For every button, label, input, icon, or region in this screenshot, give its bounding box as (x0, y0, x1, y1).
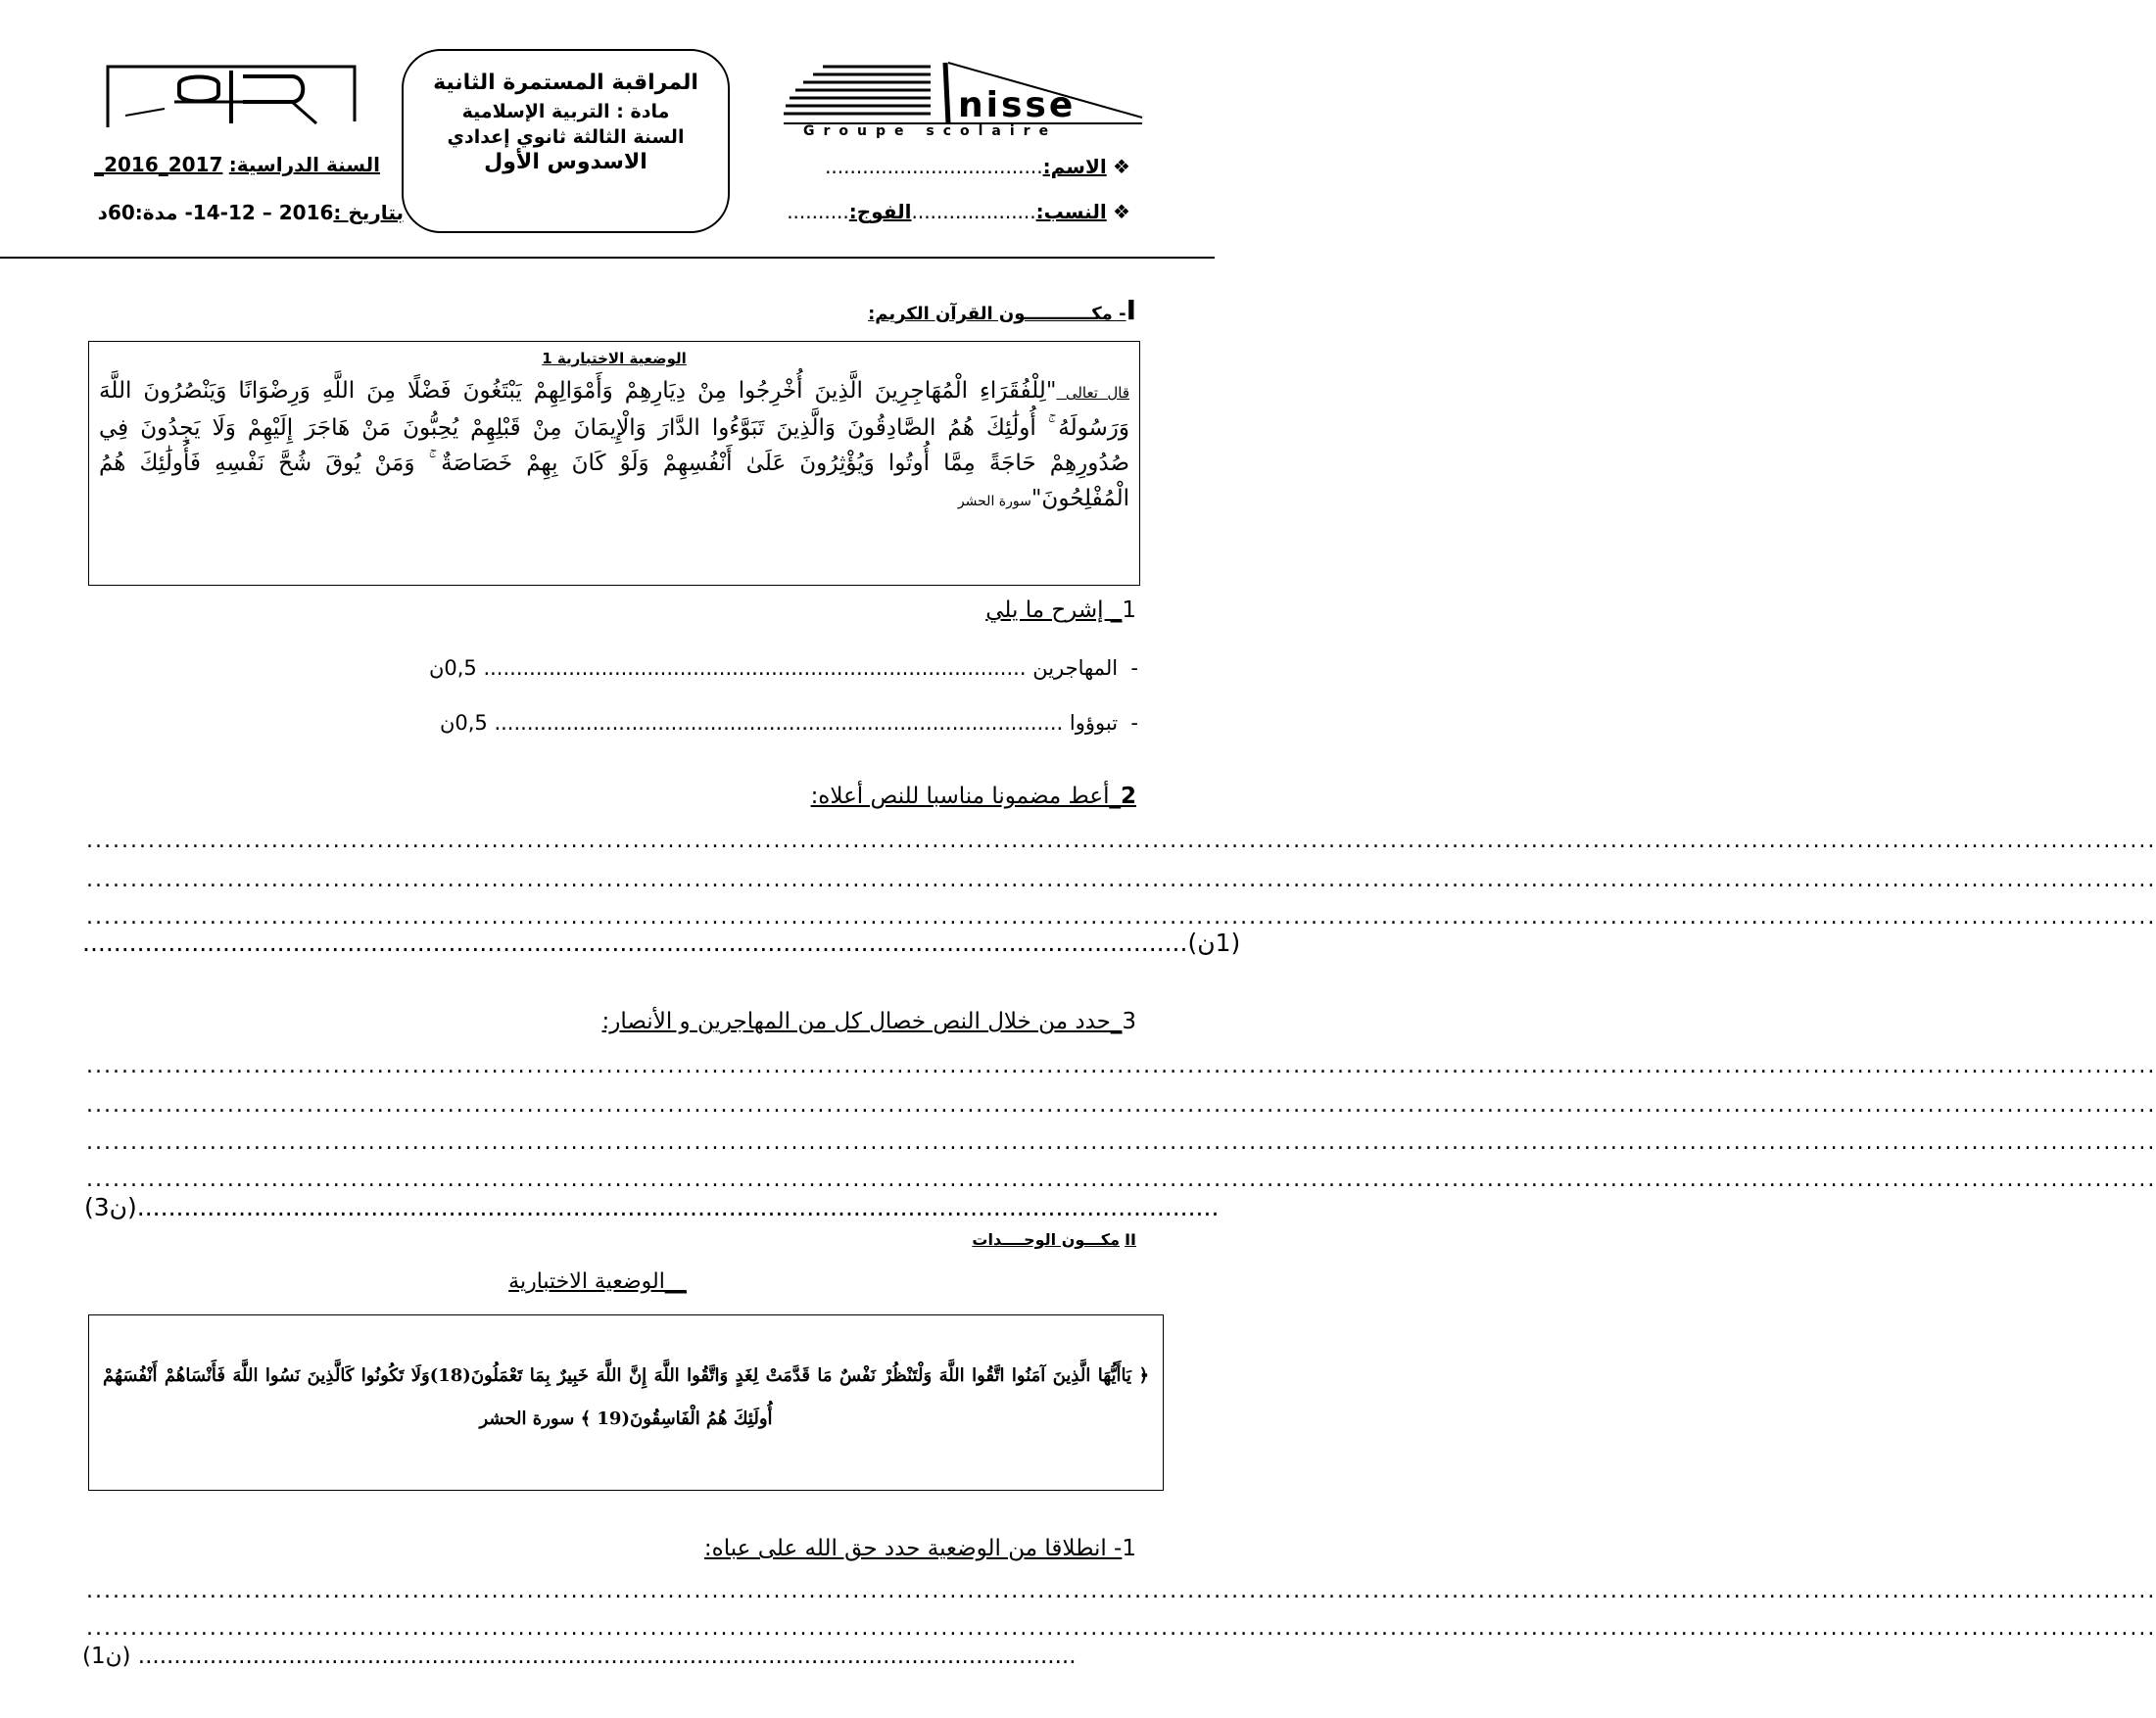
q2-heading (451, 784, 1136, 809)
name-field[interactable] (739, 155, 1130, 178)
section2-numeral: II (1125, 1230, 1136, 1249)
verse-intro: قال تعالى (1056, 384, 1129, 402)
group-dots: .......... (787, 200, 849, 223)
q1-item-1[interactable] (71, 656, 1138, 686)
situation1-title: الوضعية الاختبارية 1 (542, 350, 687, 367)
q2-label: _أعط مضمونا مناسبا للنص أعلاه: (810, 784, 1121, 809)
exam-level: السنة الثالثة ثانوي إعدادي (447, 126, 685, 148)
situation1-verse (89, 367, 1139, 519)
exam-title-box (402, 49, 730, 233)
s2-q1-answer-line-2[interactable]: ........................................................................................................................................................................................................................................... (86, 1616, 2156, 1641)
q1-number: 1 (1122, 597, 1136, 623)
q1-item-1-dots: ................................................................................... (483, 656, 1027, 680)
q1-item-2-word: تبوؤوا (1069, 711, 1119, 735)
section1-numeral: I (1126, 294, 1136, 326)
exam-semester: الاسدوس الأول (484, 150, 647, 174)
q3-answer-line-2[interactable]: ........................................................................................................................................................................................................................................... (86, 1093, 2156, 1118)
q1-item-1-bullet: - (1130, 656, 1138, 680)
school-year (76, 153, 380, 176)
date-label: بتاريخ : (333, 201, 404, 224)
q3-heading (353, 1009, 1136, 1034)
s2-q1-heading (353, 1536, 1136, 1561)
q1-item-2-bullet: - (1130, 711, 1138, 735)
section2-heading (744, 1230, 1136, 1249)
situation1-box (88, 341, 1140, 586)
q2-answer-line-3[interactable]: ........................................................................................................................................................................................................................................... (86, 905, 2156, 930)
s2-q1-answer-line-1[interactable]: ........................................................................................................................................................................................................................................... (86, 1579, 2156, 1603)
surname-group-field[interactable] (739, 200, 1130, 223)
q3-label: _حدد من خلال النص خصال كل من المهاجرين و الأنصار: (601, 1009, 1123, 1034)
q3-number: 3 (1122, 1009, 1136, 1034)
verse-source: سورة الحشر (957, 494, 1031, 509)
section2-situation-title-text: __الوضعية الاختبارية (508, 1269, 687, 1294)
nisse-logo (784, 59, 1146, 141)
s2-q1-answer-line-3[interactable] (82, 1642, 1130, 1671)
q3-answer-line-1[interactable]: ........................................................................................................................................................................................................................................... (86, 1054, 2156, 1078)
q1-item-1-word: المهاجرين (1032, 656, 1119, 680)
exam-title: المراقبة المستمرة الثانية (433, 71, 698, 95)
name-bullet-icon: ❖ (1106, 155, 1130, 178)
year-label: السنة الدراسية: (228, 153, 380, 176)
q1-label: _ إشرح ما يلي (985, 597, 1123, 623)
q3-answer-line-4[interactable]: ........................................................................................................................................................................................................................................... (86, 1168, 2156, 1192)
surname-label: النسب: (1035, 200, 1107, 223)
header-divider (0, 257, 1215, 259)
q3-answer-end: (3ن)........................................................................................................................................... (84, 1193, 1220, 1221)
name-dots: ................................... (825, 155, 1043, 178)
s2-q1-label: - انطلاقا من الوضعية حدد حق الله على عباه: (703, 1536, 1123, 1561)
date-value: 2016 – 12-14- مدة:60د (97, 201, 334, 224)
q1-item-2-points: 0,5ن (439, 711, 488, 735)
surname-bullet-icon: ❖ (1106, 200, 1130, 223)
q2-answer-end: (1ن).............................................................................................................................................. (82, 929, 1241, 957)
section1-title: - مكـــــــــــون القرآن الكريم: (868, 304, 1126, 324)
surname-dots: .................... (911, 200, 1036, 223)
section2-title: مكـــون الوحــــدات (972, 1230, 1120, 1249)
q1-item-2-dots: ....................................................................................... (494, 711, 1064, 735)
exam-subject: مادة : التربية الإسلامية (461, 101, 670, 122)
q1-item-1-points: 0,5ن (428, 656, 477, 680)
group-label: الفوج: (848, 200, 912, 223)
exam-date (71, 201, 404, 224)
nisse-brand: nisse (958, 85, 1077, 125)
q1-item-2[interactable] (71, 711, 1138, 740)
q2-answer-line-1[interactable]: ........................................................................................................................................................................................................................................... (86, 829, 2156, 853)
s2-q1-number: 1 (1122, 1536, 1136, 1561)
q2-answer-line-4[interactable] (82, 929, 1241, 958)
section1-heading (549, 294, 1136, 326)
nisse-tagline: Groupe scolaire (803, 123, 1058, 139)
situation2-verse: ﴿ يَاأَيُّهَا الَّذِينَ آمَنُوا اتَّقُوا اللَّهَ وَلْتَنْظُرْ نَفْسٌ مَا قَدَّمَتْ لِغَدٍ وَاتَّقُوا اللَّهَ إِنَّ اللَّهَ خَبِيرٌ بِمَا تَعْمَلُونَ(18)وَلَا تَكُونُوا كَالَّذِينَ نَسُوا اللَّهَ فَأَنْسَاهُمْ أَنْفُسَهُمْ أُولَئِكَ هُمُ الْفَاسِقُونَ(19 ﴾ سورة الحشر (103, 1365, 1149, 1429)
school-emblem-icon (106, 65, 357, 127)
q2-number: 2 (1120, 784, 1136, 809)
verse-text: "لِلْفُقَرَاءِ الْمُهَاجِرِينَ الَّذِينَ أُخْرِجُوا مِنْ دِيَارِهِمْ وَأَمْوَالِهِمْ يَبْتَغُونَ فَضْلًا مِنَ اللَّهِ وَرِضْوَانًا وَيَنْصُرُونَ اللَّهَ وَرَسُولَهُ ۚ أُولَٰئِكَ هُمُ الصَّادِقُونَ وَالَّذِينَ تَبَوَّءُوا الدَّارَ وَالْإِيمَانَ مِنْ قَبْلِهِمْ يُحِبُّونَ مَنْ هَاجَرَ إِلَيْهِمْ وَلَا يَجِدُونَ فِي صُدُورِهِمْ حَاجَةً مِمَّا أُوتُوا وَيُؤْثِرُونَ عَلَىٰ أَنْفُسِهِمْ وَلَوْ كَانَ بِهِمْ خَصَاصَةٌ ۚ وَمَنْ يُوقَ شُحَّ نَفْسِهِ فَأُولَٰئِكَ هُمُ الْمُفْلِحُونَ" (99, 378, 1129, 511)
year-value: _2016_2017 (94, 153, 223, 176)
section2-situation-title (441, 1269, 754, 1294)
q3-answer-line-5[interactable] (84, 1193, 1220, 1222)
school-emblem-logo (106, 65, 357, 127)
q2-answer-line-2[interactable]: ........................................................................................................................................................................................................................................... (86, 868, 2156, 892)
q3-answer-line-3[interactable]: ........................................................................................................................................................................................................................................... (86, 1130, 2156, 1155)
name-label: الاسم: (1042, 155, 1107, 178)
s2-q1-answer-end: (1ن) ................................................................................................................................... (82, 1644, 1077, 1669)
situation2-box (88, 1314, 1164, 1491)
q1-heading (647, 597, 1136, 623)
